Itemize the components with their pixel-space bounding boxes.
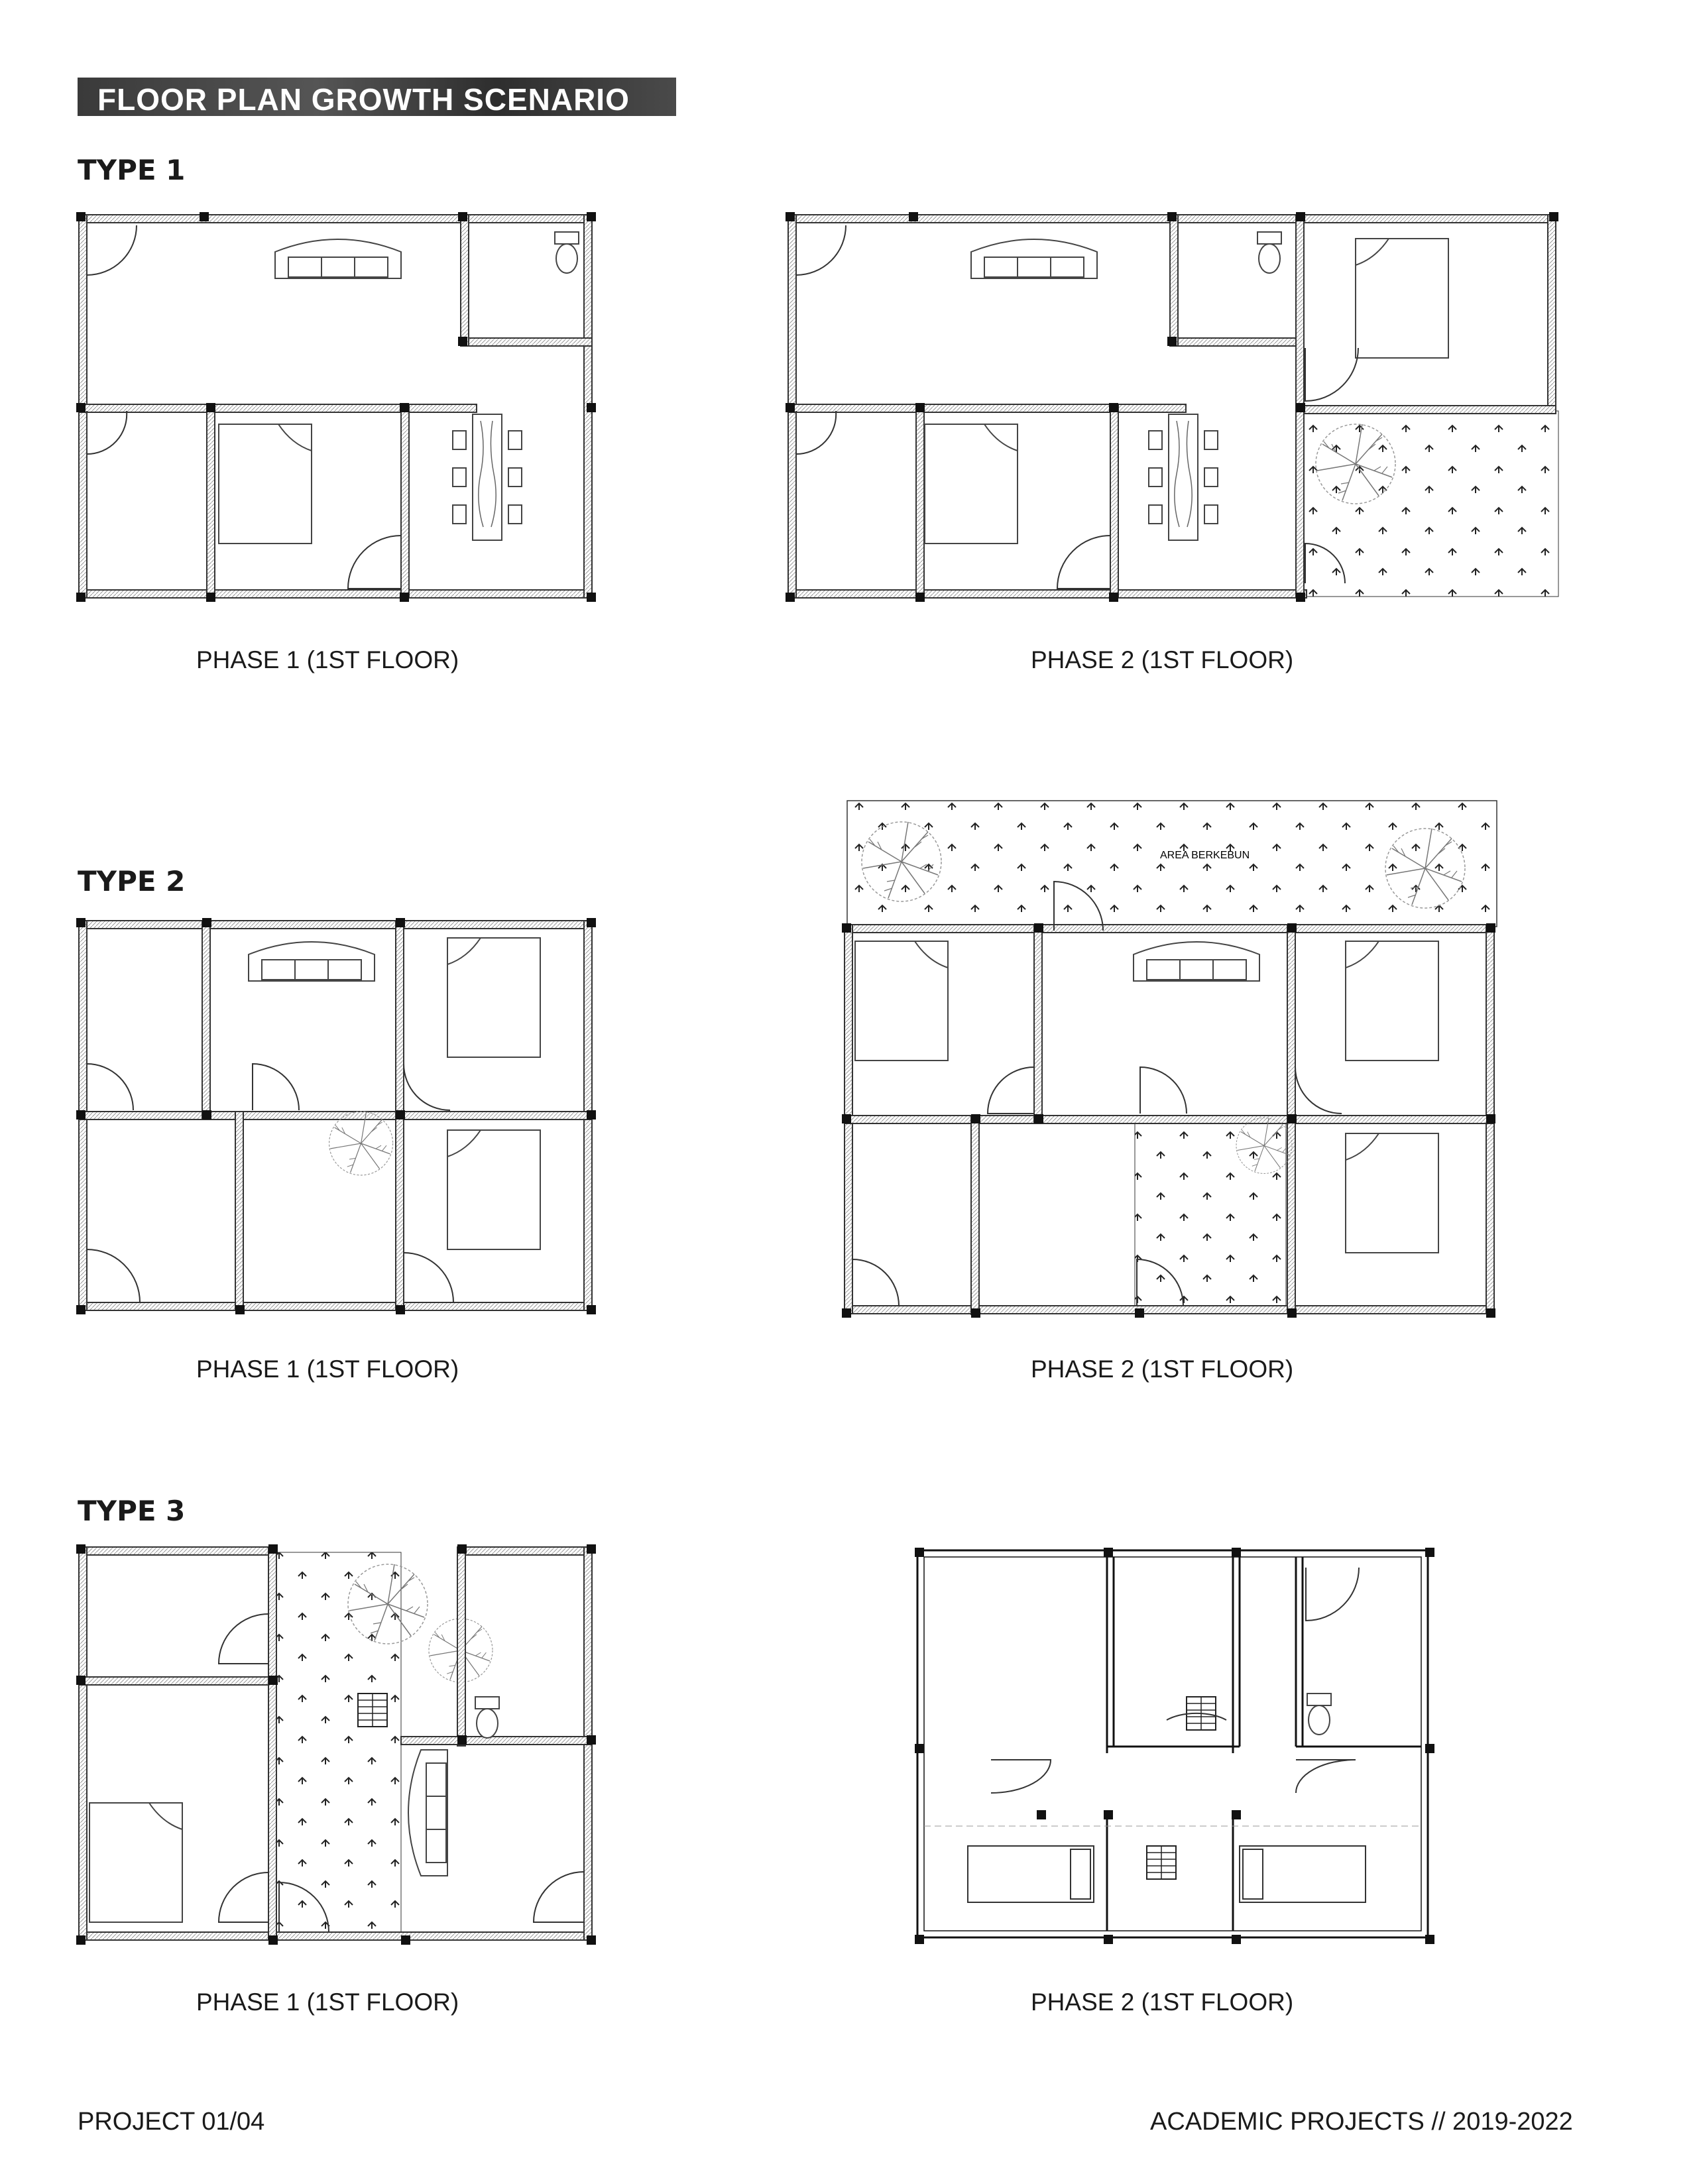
- toilet-icon: [555, 232, 579, 273]
- toilet-icon: [475, 1697, 499, 1738]
- bed-icon: [925, 424, 1018, 544]
- bed-icon: [1356, 239, 1448, 358]
- type-3-phase-2-plan: [915, 1548, 1438, 1945]
- tree-icon: [329, 1112, 393, 1175]
- type-3-phase-1-plan: [76, 1544, 600, 1949]
- toilet-icon: [1257, 232, 1281, 273]
- door-swing-icon: [991, 1568, 1359, 1793]
- type-2-phase-2-caption: PHASE 2 (1ST FLOOR): [1031, 1355, 1294, 1383]
- bed-icon: [968, 1846, 1094, 1902]
- type-3-phase-1-caption: PHASE 1 (1ST FLOOR): [196, 1988, 459, 2016]
- bed-icon: [447, 1130, 540, 1249]
- toilet-icon: [1307, 1694, 1331, 1735]
- dining-table-icon: [1149, 414, 1218, 540]
- type-1-label: TYPE 1: [78, 154, 186, 186]
- type-1-phase-2-caption: PHASE 2 (1ST FLOOR): [1031, 646, 1294, 673]
- section-title-banner: [78, 78, 676, 116]
- section-title: FLOOR PLAN GROWTH SCENARIO: [97, 82, 630, 117]
- type-3-label: TYPE 3: [78, 1495, 186, 1527]
- sofa-icon: [275, 239, 401, 278]
- sofa-icon: [408, 1750, 447, 1876]
- bed-icon: [1346, 1133, 1438, 1253]
- sofa-icon: [971, 239, 1097, 278]
- footer-project-range: ACADEMIC PROJECTS // 2019-2022: [1150, 2108, 1573, 2136]
- bed-icon: [855, 941, 948, 1061]
- dining-table-icon: [453, 414, 522, 540]
- stair-icon: [358, 1694, 387, 1727]
- type-1-phase-1-caption: PHASE 1 (1ST FLOOR): [196, 646, 459, 673]
- type-1-phase-2-plan: [786, 212, 1561, 603]
- type-3-phase-2-caption: PHASE 2 (1ST FLOOR): [1031, 1988, 1294, 2016]
- bed-icon: [1346, 941, 1438, 1061]
- bed-icon: [89, 1803, 182, 1922]
- stair-icon: [1147, 1846, 1176, 1879]
- sofa-icon: [1134, 942, 1259, 981]
- footer-project-number: PROJECT 01/04: [78, 2108, 265, 2136]
- type-2-phase-1-caption: PHASE 1 (1ST FLOOR): [196, 1355, 459, 1383]
- type-2-label: TYPE 2: [78, 865, 186, 897]
- type-2-phase-2-plan: [842, 795, 1505, 1319]
- sofa-icon: [249, 942, 375, 981]
- bed-icon: [219, 424, 312, 544]
- type-2-phase-1-plan: [76, 918, 600, 1316]
- bed-icon: [1240, 1846, 1366, 1902]
- bed-icon: [447, 938, 540, 1057]
- type-1-phase-1-plan: [76, 212, 597, 603]
- garden-area-label: AREA BERKEBUN: [1160, 850, 1250, 861]
